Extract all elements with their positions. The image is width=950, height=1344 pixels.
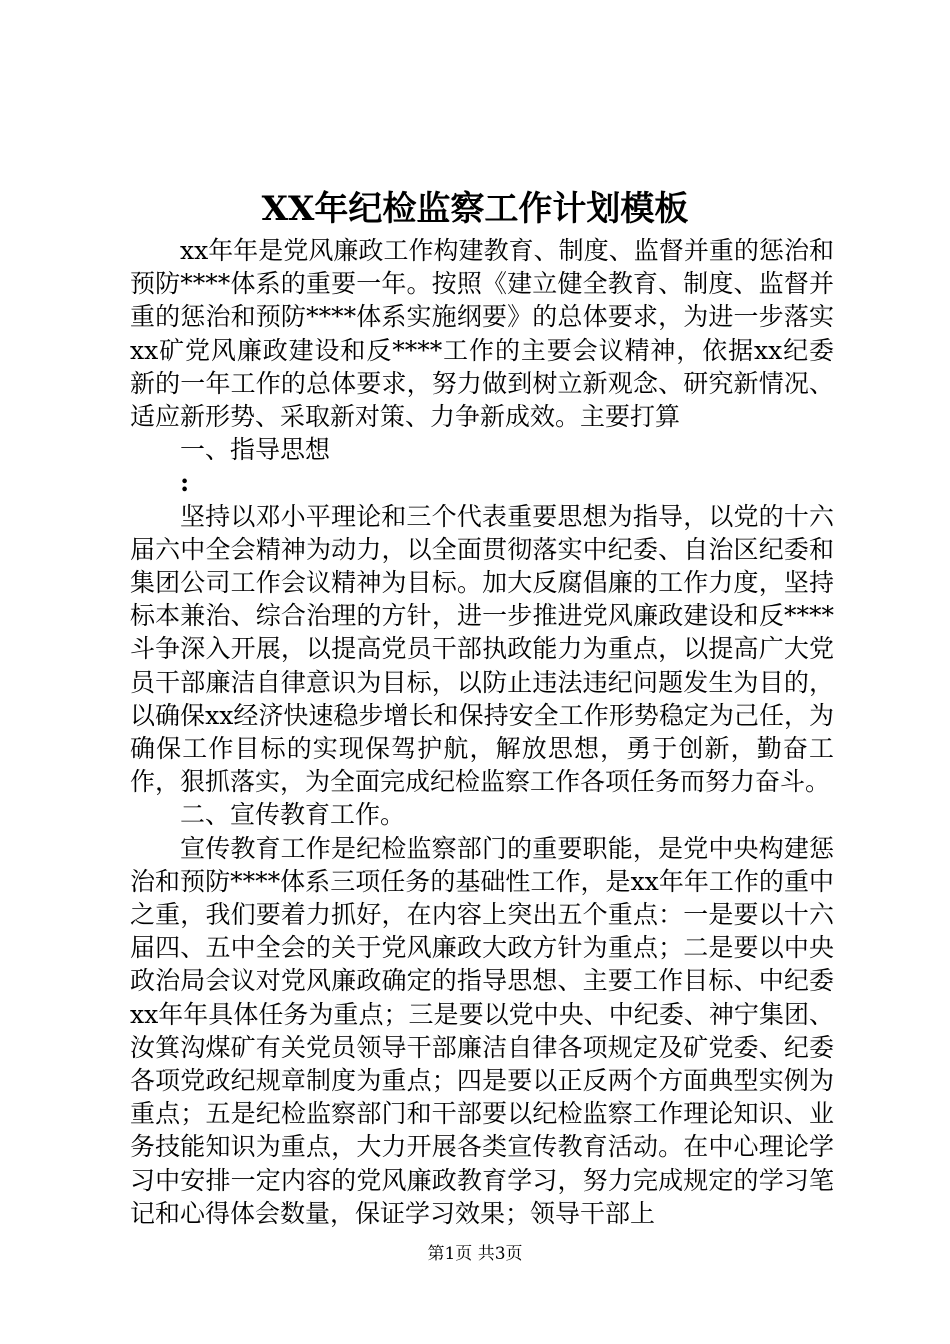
- heading-publicity-education: 二、宣传教育工作。: [180, 800, 406, 830]
- document-body: [130, 234, 834, 1230]
- stray-colon: :: [180, 468, 190, 498]
- paragraph-publicity-education: 宣传教育工作是纪检监察部门的重要职能，是党中央构建惩治和预防****体系三项任务的基础性工作，是xx年年工作的重中之重，我们要着力抓好，在内容上突出五个重点：一是要以十六届四、五中全会的关于党风廉政大政方针为重点；二是要以中央政治局会议对党风廉政确定的指导思想、主要工作目标、中纪委xx年年具体任务为重点；三是要以党中央、中纪委、神宁集团、汝箕沟煤矿有关党员领导干部廉洁自律各项规定及矿党委、纪委各项党政纪规章制度为重点；四是要以正反两个方面典型实例为重点；五是纪检监察部门和干部要以纪检监察工作理论知识、业务技能知识为重点，大力开展各类宣传教育活动。在中心理论学习中安排一定内容的党风廉政教育学习，努力完成规定的学习笔记和心得体会数量，保证学习效果；领导干部上: [130, 833, 834, 1228]
- page-footer: 第1页 共3页: [427, 1244, 523, 1264]
- document-title: XX年纪检监察工作计划模板: [261, 189, 689, 229]
- paragraph-guiding-ideology: 坚持以邓小平理论和三个代表重要思想为指导，以党的十六届六中全会精神为动力，以全面贯彻落实中纪委、自治区纪委和集团公司工作会议精神为目标。加大反腐倡廉的工作力度，坚持标本兼治、综合治理的方针，进一步推进党风廉政建设和反****斗争深入开展，以提高党员干部执政能力为重点，以提高广大党员干部廉洁自律意识为目标，以防止违法违纪问题发生为目的，以确保xx经济快速稳步增长和保持安全工作形势稳定为己任，为确保工作目标的实现保驾护航，解放思想，勇于创新，勤奋工作，狠抓落实，为全面完成纪检监察工作各项任务而努力奋斗。: [130, 501, 834, 797]
- paragraph-intro: xx年年是党风廉政工作构建教育、制度、监督并重的惩治和预防****体系的重要一年。按照《建立健全教育、制度、监督并重的惩治和预防****体系实施纲要》的总体要求，为进一步落实xx矿党风廉政建设和反****工作的主要会议精神，依据xx纪委新的一年工作的总体要求，努力做到树立新观念、研究新情况、适应新形势、采取新对策、力争新成效。主要打算: [130, 236, 834, 432]
- heading-guiding-ideology: 一、指导思想: [180, 435, 331, 465]
